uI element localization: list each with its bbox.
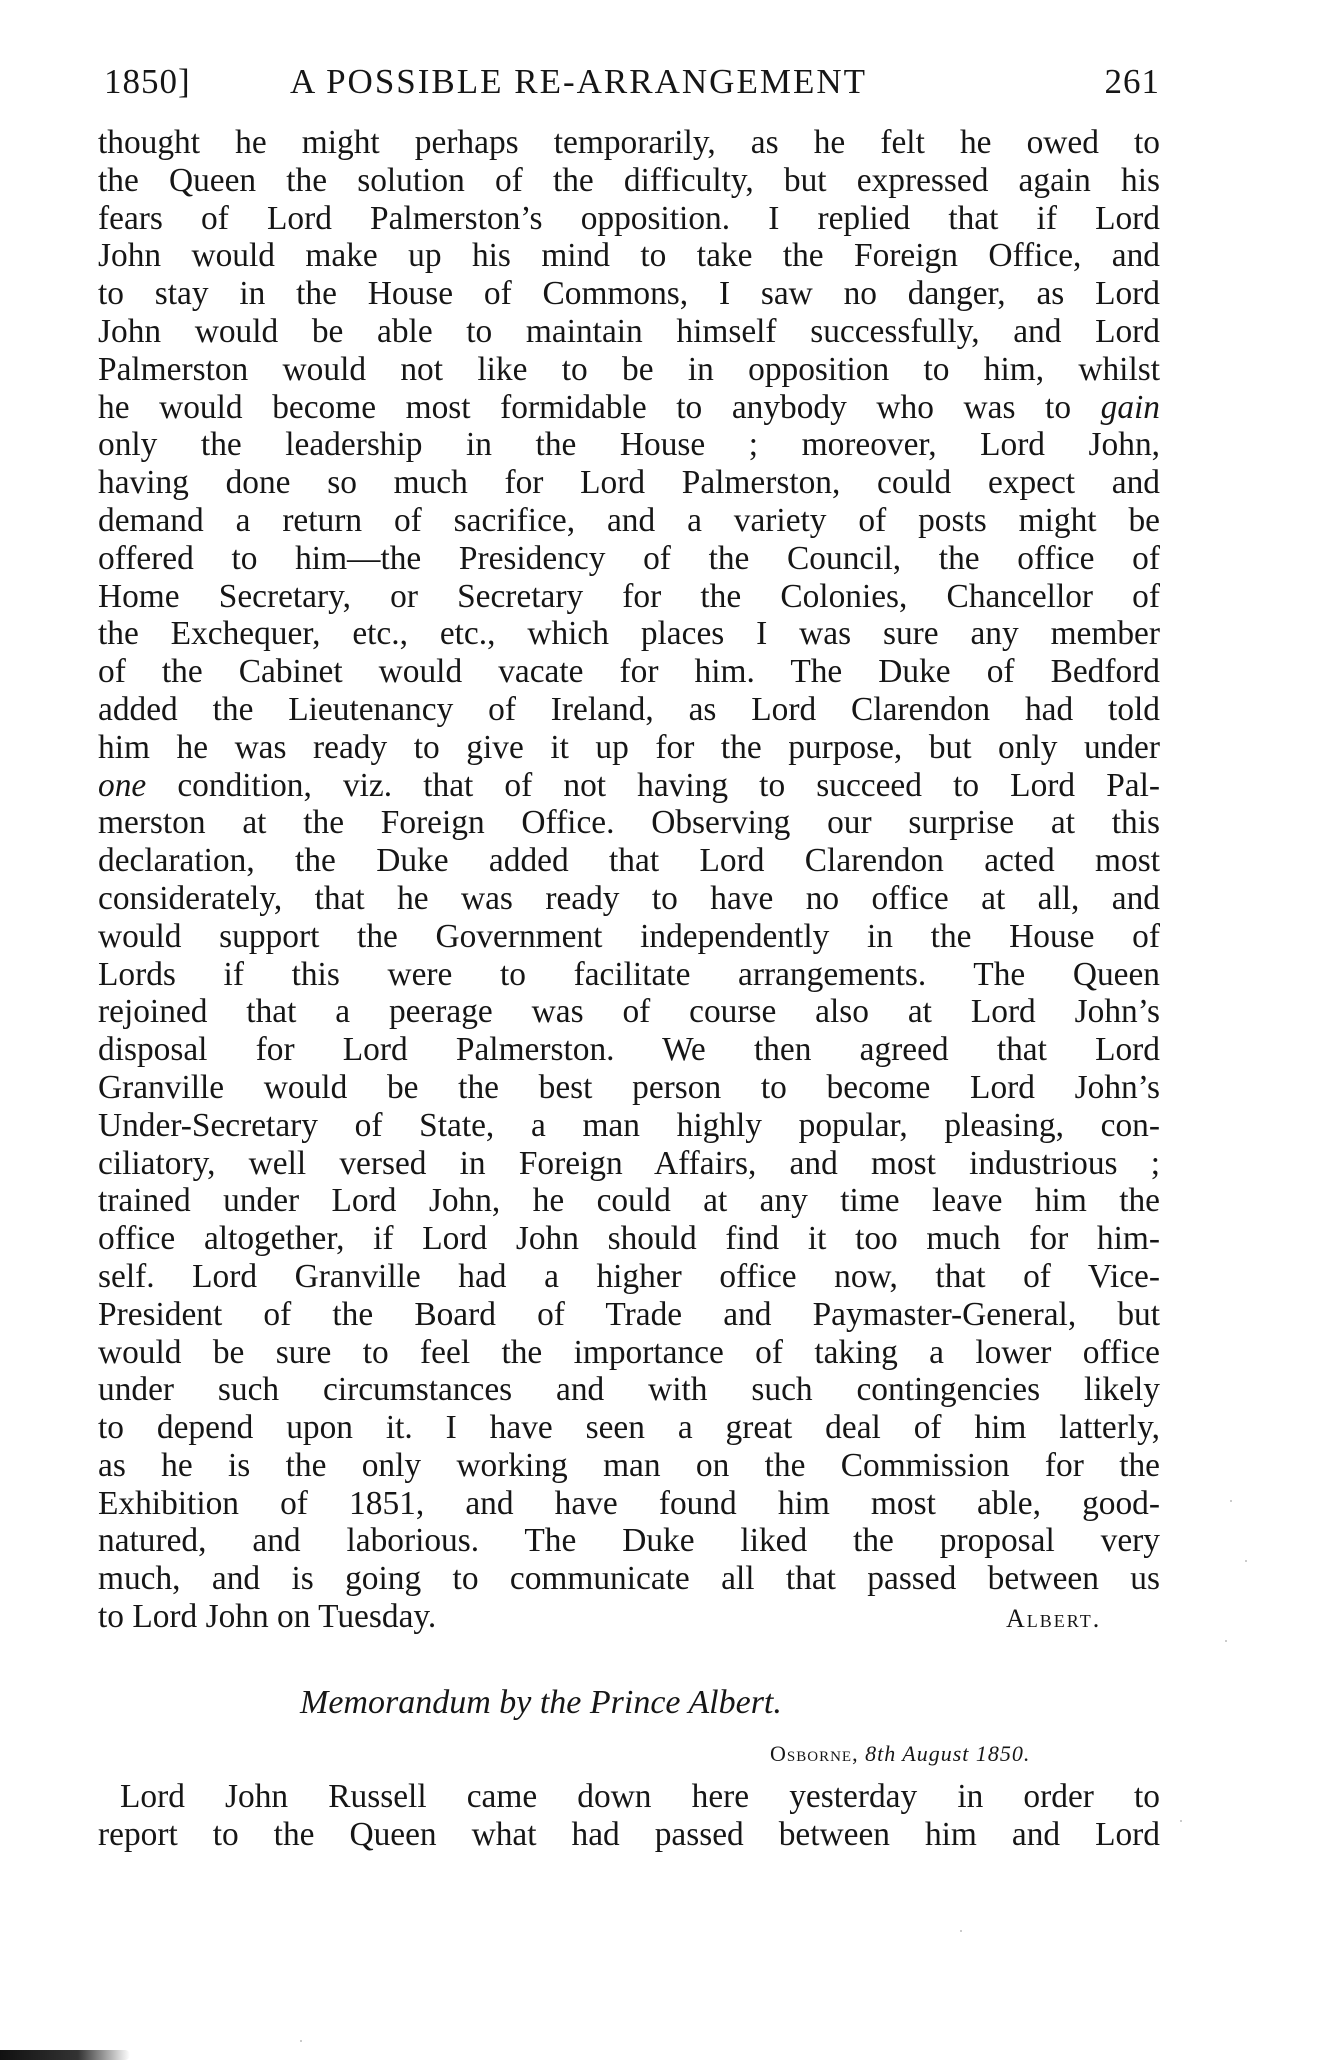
text-line-segment: he would become most formidable to anybody who was to xyxy=(98,388,1072,426)
text-line: demand a return of sacrifice, and a variety of posts might be xyxy=(98,501,1160,539)
text-line: Lord John Russell came down here yesterday in order to xyxy=(120,1778,1160,1815)
text-line: having done so much for Lord Palmerston, could expect and xyxy=(98,464,1160,502)
scan-speckle xyxy=(1225,1640,1227,1642)
scan-speckle xyxy=(1180,1820,1182,1822)
text-line: considerately, that he was ready to have no office at all, and xyxy=(98,879,1160,917)
memorandum-dateline xyxy=(770,1741,1030,1767)
italic-word-gain: gain xyxy=(1100,388,1160,426)
scan-speckle xyxy=(1245,1560,1247,1562)
text-line: rejoined that a peerage was of course also at Lord John’s xyxy=(98,993,1160,1031)
text-line: as he is the only working man on the Commission for the xyxy=(98,1446,1160,1484)
text-line: John would make up his mind to take the Foreign Office, and xyxy=(98,237,1160,275)
memorandum-heading: Memorandum by the Prince Albert. xyxy=(300,1684,782,1721)
text-line: would support the Government independently in the House of xyxy=(98,917,1160,955)
header-year: 1850] xyxy=(104,62,191,101)
scan-edge-mark xyxy=(0,2050,130,2060)
text-line: Home Secretary, or Secretary for the Colonies, Chancellor of xyxy=(98,577,1160,615)
text-line: the Exchequer, etc., etc., which places I was sure any member xyxy=(98,615,1160,653)
text-line-segment: condition, viz. that of not having to succeed to Lord Pal- xyxy=(177,766,1160,804)
text-line: ciliatory, well versed in Foreign Affairs, and most industrious ; xyxy=(98,1144,1160,1182)
text-line: offered to him—the Presidency of the Council, the office of xyxy=(98,539,1160,577)
text-line: would be sure to feel the importance of taking a lower office xyxy=(98,1333,1160,1371)
text-line: office altogether, if Lord John should find it too much for him- xyxy=(98,1220,1160,1258)
dateline-date: 8th August 1850. xyxy=(865,1741,1031,1766)
italic-word-one: one xyxy=(98,766,147,804)
closing-text: to Lord John on Tuesday. xyxy=(98,1598,437,1636)
text-line: disposal for Lord Palmerston. We then agreed that Lord xyxy=(98,1031,1160,1069)
scan-speckle xyxy=(1230,1500,1232,1502)
text-line: of the Cabinet would vacate for him. The Duke of Bedford xyxy=(98,653,1160,691)
text-line: President of the Board of Trade and Paymaster-General, but xyxy=(98,1295,1160,1333)
letter-body xyxy=(98,124,1160,1636)
text-line: merston at the Foreign Office. Observing our surprise at this xyxy=(98,804,1160,842)
text-line: only the leadership in the House ; moreover, Lord John, xyxy=(98,426,1160,464)
text-line: declaration, the Duke added that Lord Clarendon acted most xyxy=(98,842,1160,880)
text-line: Palmerston would not like to be in opposition to him, whilst xyxy=(98,350,1160,388)
text-line: John would be able to maintain himself successfully, and Lord xyxy=(98,312,1160,350)
closing-line xyxy=(98,1598,1160,1636)
text-line: to depend upon it. I have seen a great deal of him latterly, xyxy=(98,1409,1160,1447)
scan-speckle xyxy=(960,1930,962,1932)
text-line: added the Lieutenancy of Ireland, as Lord Clarendon had told xyxy=(98,690,1160,728)
scan-speckle xyxy=(300,2040,302,2042)
text-line: report to the Queen what had passed between him and Lord xyxy=(98,1815,1160,1853)
text-line: him he was ready to give it up for the purpose, but only under xyxy=(98,728,1160,766)
text-line: fears of Lord Palmerston’s opposition. I replied that if Lord xyxy=(98,199,1160,237)
text-line: thought he might perhaps temporarily, as he felt he owed to xyxy=(98,124,1160,161)
dateline-place: Osborne, xyxy=(770,1741,859,1766)
text-line: Granville would be the best person to become Lord John’s xyxy=(98,1068,1160,1106)
text-line xyxy=(98,389,1160,427)
text-line: natured, and laborious. The Duke liked the proposal very xyxy=(98,1522,1160,1560)
header-title: A POSSIBLE RE-ARRANGEMENT xyxy=(290,62,867,101)
text-line: much, and is going to communicate all that passed between us xyxy=(98,1560,1160,1598)
text-line: trained under Lord John, he could at any time leave him the xyxy=(98,1182,1160,1220)
text-line: Under-Secretary of State, a man highly popular, pleasing, con- xyxy=(98,1106,1160,1144)
text-line: Exhibition of 1851, and have found him most able, good- xyxy=(98,1484,1160,1522)
text-line: under such circumstances and with such contingencies likely xyxy=(98,1371,1160,1409)
running-header xyxy=(104,62,1160,110)
text-line: the Queen the solution of the difficulty, but expressed again his xyxy=(98,161,1160,199)
signature: Albert. xyxy=(1006,1604,1102,1634)
text-line: to stay in the House of Commons, I saw no danger, as Lord xyxy=(98,275,1160,313)
page-number: 261 xyxy=(1104,62,1160,101)
text-line: Lords if this were to facilitate arrangements. The Queen xyxy=(98,955,1160,993)
memorandum-body xyxy=(98,1778,1160,1854)
text-line: self. Lord Granville had a higher office now, that of Vice- xyxy=(98,1257,1160,1295)
text-line xyxy=(98,767,1160,805)
